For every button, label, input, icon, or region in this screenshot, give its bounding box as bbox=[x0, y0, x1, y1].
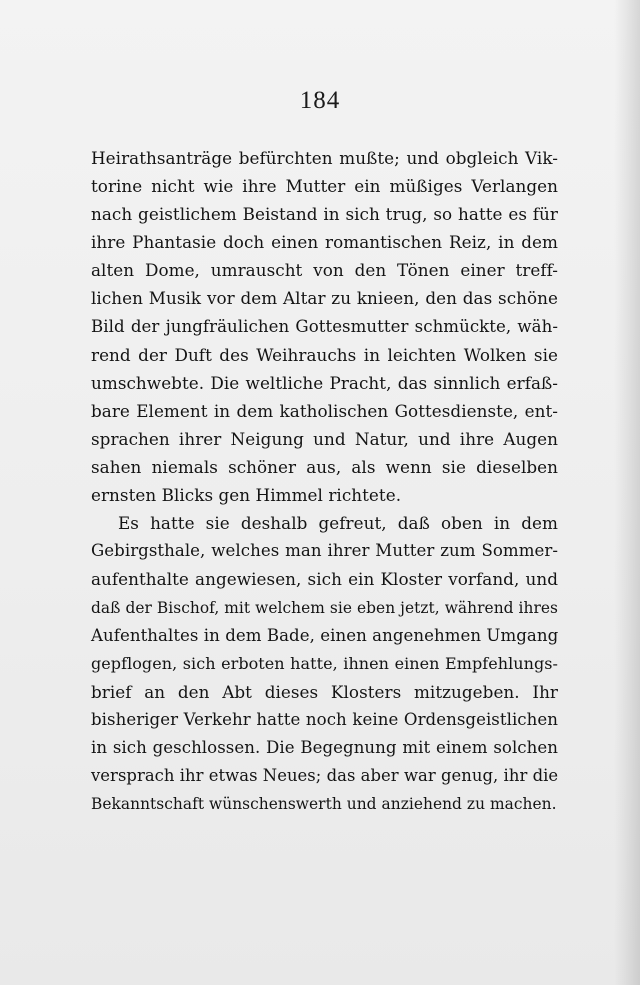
page-edge-shadow bbox=[614, 0, 640, 985]
text-line: sahen niemals schöner aus, als wenn sie dieselben bbox=[91, 457, 558, 478]
text-line: sprachen ihrer Neigung und Natur, und ihre Augen bbox=[91, 428, 558, 449]
text-line: rend der Duft des Weihrauchs in leichten Wolken sie bbox=[91, 344, 558, 365]
text-line: bisheriger Verkehr hatte noch keine Ordensgeistlichen bbox=[91, 709, 558, 729]
text-line: Gebirgsthale, welches man ihrer Mutter zum Sommer- bbox=[91, 541, 558, 561]
text-line: nach geistlichem Beistand in sich trug, so hatte es für bbox=[91, 204, 558, 225]
text-line: torine nicht wie ihre Mutter ein müßiges Verlangen bbox=[91, 176, 558, 197]
text-line: bare Element in dem katholischen Gottesdienste, ent- bbox=[91, 400, 558, 421]
text-line: Es hatte sie deshalb gefreut, daß oben in dem bbox=[118, 513, 558, 534]
body-text bbox=[91, 144, 558, 818]
text-line: ihre Phantasie doch einen romantischen Reiz, in dem bbox=[91, 232, 558, 253]
text-line: Bild der jungfräulichen Gottesmutter schmückte, wäh- bbox=[91, 316, 558, 336]
text-line: Heirathsanträge befürchten mußte; und obgleich Vik- bbox=[91, 148, 558, 168]
text-line: daß der Bischof, mit welchem sie eben jetzt, während ihres bbox=[91, 598, 558, 617]
text-line: versprach ihr etwas Neues; das aber war genug, ihr die bbox=[91, 766, 559, 786]
text-line: Aufenthaltes in dem Bade, einen angenehmen Umgang bbox=[91, 625, 559, 645]
text-line: aufenthalte angewiesen, sich ein Kloster vorfand, und bbox=[91, 569, 558, 590]
text-line: gepflogen, sich erboten hatte, ihnen einen Empfehlungs- bbox=[91, 653, 558, 673]
text-line: Bekanntschaft wünschenswerth und anziehend zu machen. bbox=[91, 795, 557, 814]
text-line: umschwebte. Die weltliche Pracht, das sinnlich erfaß- bbox=[91, 372, 558, 393]
text-line: lichen Musik vor dem Altar zu knieen, den das schöne bbox=[91, 288, 558, 309]
text-line: in sich geschlossen. Die Begegnung mit einem solchen bbox=[91, 737, 558, 757]
text-line: brief an den Abt dieses Klosters mitzugeben. Ihr bbox=[91, 681, 558, 702]
page-number: 184 bbox=[299, 87, 341, 114]
text-line: alten Dome, umrauscht von den Tönen einer treff- bbox=[91, 260, 558, 281]
text-line: ernsten Blicks gen Himmel richtete. bbox=[91, 485, 402, 506]
